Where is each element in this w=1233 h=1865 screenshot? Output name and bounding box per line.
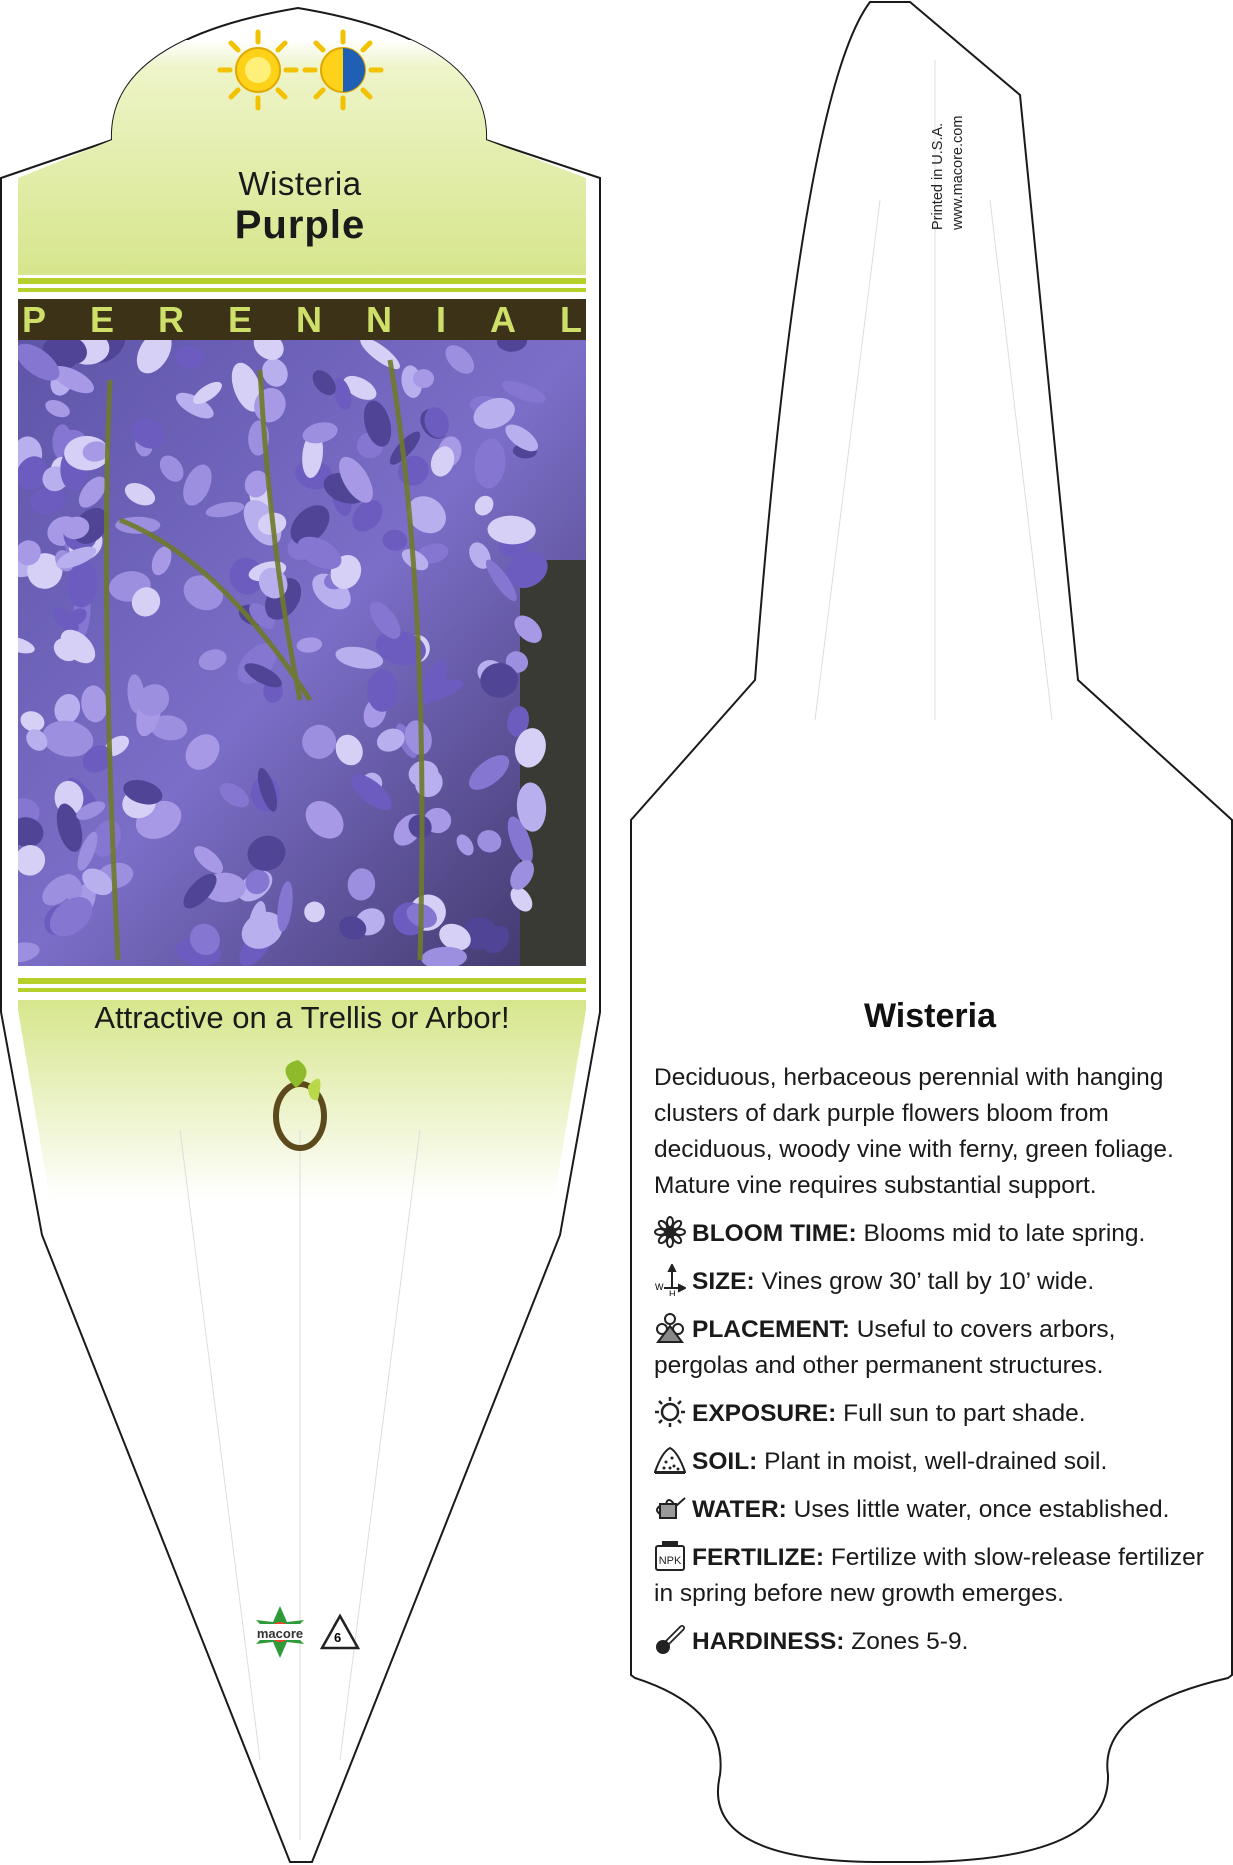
flower-petal [413,369,434,388]
part-shade-icon [305,32,381,108]
care-section [654,1444,1209,1480]
care-section [654,1540,1209,1612]
care-section-label: EXPOSURE: [692,1400,837,1427]
care-section-label: SOIL: [692,1448,758,1475]
tagline: Attractive on a Trellis or Arbor! [94,1000,510,1035]
variety-name: Purple [234,203,366,247]
care-section [654,1624,1209,1660]
description: Deciduous, herbaceous perennial with hanging clusters of dark purple flowers bloom from deciduous, woody vine with ferny, green foliage. Mature vine requires substantial support. [654,1064,1174,1199]
plant-placement-icon [654,1316,692,1343]
care-section-label: WATER: [692,1496,787,1523]
brand-name: macore [256,1626,304,1641]
svg-text:H: H [669,1289,676,1296]
care-section-label: SIZE: [692,1268,755,1295]
care-section-label: HARDINESS: [692,1628,845,1655]
category-banner [18,298,627,340]
svg-text:W: W [655,1282,664,1292]
care-info [654,1060,1209,1672]
care-section [654,1396,1209,1432]
care-section [654,1492,1209,1528]
back-title: Wisteria [864,997,996,1035]
sun-outline-icon [654,1400,692,1427]
plant-name: Wisteria [238,165,362,202]
svg-text:NPK: NPK [658,1555,682,1567]
care-section-text: Blooms mid to late spring. [863,1220,1146,1247]
wisteria-photo [0,313,586,972]
category-banner-label: PERENNIAL [21,298,627,340]
soil-pile-icon [654,1448,692,1475]
care-section-text: Uses little water, once established. [793,1496,1170,1523]
website: www.macore.com [950,115,966,230]
care-section-label: PLACEMENT: [692,1316,850,1343]
care-section [654,1312,1209,1384]
care-section-text: Zones 5-9. [851,1628,969,1655]
npk-fertilizer-icon [654,1544,692,1571]
thermometer-icon [654,1628,692,1655]
watering-can-icon [654,1496,692,1523]
printed-info [930,95,1000,245]
size-arrows-icon [654,1268,692,1295]
care-section-label: BLOOM TIME: [692,1220,857,1247]
flower-icon [654,1220,692,1247]
recycle-code: 6 [334,1630,342,1645]
care-section-text: Full sun to part shade. [843,1400,1086,1427]
printed-in-usa: Printed in U.S.A. [930,122,946,230]
care-section-text: Useful to covers arbors, pergolas and other permanent structures. [654,1316,1116,1379]
care-section-text: Vines grow 30’ tall by 10’ wide. [761,1268,1095,1295]
full-sun-icon [220,32,296,108]
care-section-text: Fertilize with slow-release fertilizer in spring before new growth emerges. [654,1544,1204,1607]
care-section [654,1264,1209,1300]
care-section-text: Plant in moist, well-drained soil. [764,1448,1108,1475]
care-section [654,1216,1209,1252]
care-section-label: FERTILIZE: [692,1544,825,1571]
